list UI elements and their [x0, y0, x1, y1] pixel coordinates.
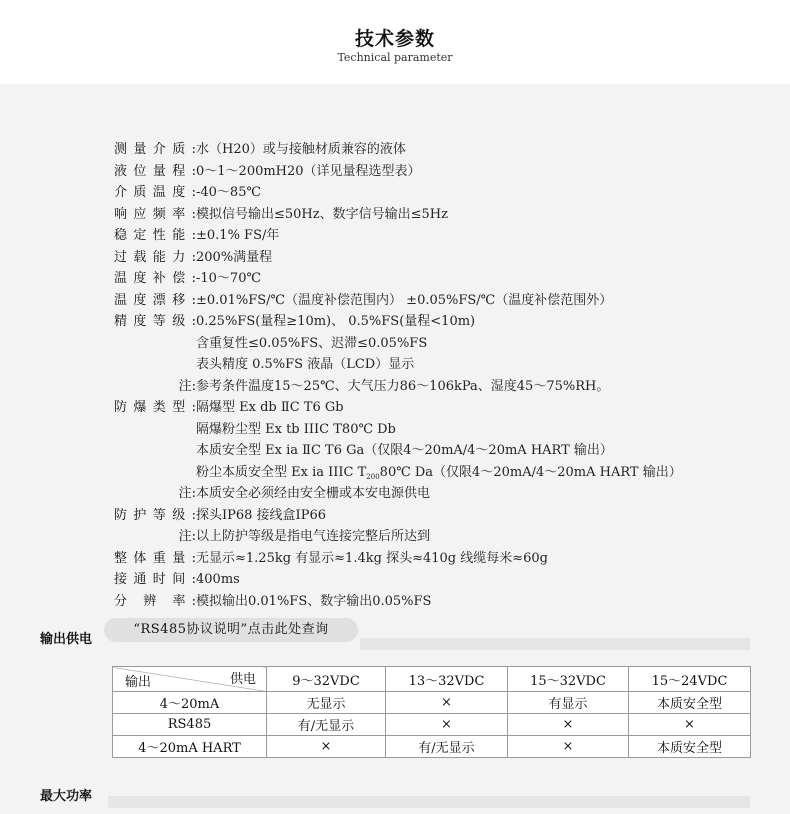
param-row [114, 419, 682, 441]
param-value: 表头精度 0.5%FS 液晶（LCD）显示 [196, 357, 415, 372]
param-value: 0.25%FS(量程≥10m)、 0.5%FS(量程<10m) [196, 314, 476, 329]
param-value-subscript: 200 [366, 472, 380, 481]
table-corner-cell [113, 667, 267, 692]
param-label: 接通时间: [114, 572, 196, 587]
param-value: -40～85℃ [196, 185, 262, 200]
param-row [114, 397, 682, 419]
param-value: 0～1～200mH20（详见量程选型表） [196, 163, 421, 179]
param-value: 水（H20）或与接触材质兼容的液体 [196, 142, 406, 157]
param-label: 注: [178, 529, 196, 544]
parameter-list [114, 139, 682, 612]
page-title: 技术参数 [354, 28, 435, 50]
table-cell: 有/无显示 [267, 714, 386, 736]
param-value: 参考条件温度15～25℃、大气压力86～106kPa、湿度45～75%RH。 [196, 378, 610, 394]
param-label: 过载能力: [114, 249, 196, 265]
table-row [113, 692, 751, 714]
param-row [114, 182, 682, 204]
param-label: 精度等级: [114, 314, 196, 329]
param-row [114, 462, 682, 484]
param-row [114, 354, 682, 376]
param-value-post: 80℃ Da（仅限4～20mA/4～20mA HART 输出） [379, 464, 682, 480]
param-value: 探头IP68 接线盒IP66 [196, 507, 326, 523]
param-label: 整体重量: [114, 550, 196, 566]
table-cell: × [386, 714, 508, 736]
page-header [0, 0, 790, 84]
param-value: 隔爆粉尘型 Ex tb IIIC T80℃ Db [196, 421, 396, 437]
table-cell: × [508, 714, 629, 736]
param-value: 含重复性≤0.05%FS、迟滞≤0.05%FS [196, 335, 428, 351]
param-label [114, 333, 196, 355]
param-label: 响应频率: [114, 206, 196, 222]
param-label: 介质温度: [114, 185, 196, 200]
column-header: 15～32VDC [508, 667, 629, 692]
table-cell: × [267, 736, 386, 758]
param-label: 稳定性能: [114, 228, 196, 243]
param-value: 本质安全型 Ex ia ⅡC T6 Ga（仅限4～20mA/4～20mA HART 输出） [196, 443, 613, 458]
param-row [114, 139, 682, 161]
param-row [114, 526, 682, 548]
param-row [114, 268, 682, 290]
param-value: ±0.1% FS/年 [196, 228, 280, 243]
column-header: 15～24VDC [629, 667, 751, 692]
param-value: 200%满量程 [196, 249, 273, 265]
corner-label-output: 输出 [125, 675, 152, 690]
param-row [114, 591, 682, 613]
table-row [113, 736, 751, 758]
param-label: 温度漂移: [114, 292, 196, 308]
param-row [114, 440, 682, 462]
supply-table [112, 666, 751, 758]
table-cell: 本质安全型 [629, 692, 751, 714]
param-label: 液位量程: [114, 163, 196, 179]
table-cell: × [629, 714, 751, 736]
param-value: 模拟输出0.01%FS、数字输出0.05%FS [196, 593, 432, 609]
param-row [114, 483, 682, 505]
rs485-protocol-link[interactable]: “RS485协议说明”点击此处查询 [104, 618, 358, 642]
param-value: ±0.01%FS/℃（温度补偿范围内） ±0.05%FS/℃（温度补偿范围外） [196, 292, 613, 308]
section-divider [360, 638, 750, 650]
table-cell: 无显示 [267, 692, 386, 714]
param-label [114, 419, 196, 441]
section-title-output: 输出供电 [40, 632, 93, 647]
section-divider [108, 796, 750, 808]
row-header: 4～20mA [113, 692, 267, 714]
table-cell: × [386, 692, 508, 714]
table-cell: 有显示 [508, 692, 629, 714]
param-row [114, 161, 682, 183]
section-title-power: 最大功率 [40, 789, 93, 804]
table-row [113, 714, 751, 736]
param-value: 隔爆型 Ex db ⅡC T6 Gb [196, 400, 344, 415]
corner-label-supply: 供电 [229, 672, 256, 687]
param-row [114, 247, 682, 269]
param-label: 防护等级: [114, 507, 196, 523]
param-row [114, 333, 682, 355]
param-value: 400ms [196, 572, 240, 587]
table-header-row [113, 667, 751, 692]
table-cell: 本质安全型 [629, 736, 751, 758]
row-header: 4～20mA HART [113, 736, 267, 758]
param-label [114, 440, 196, 462]
param-row [114, 548, 682, 570]
param-row [114, 569, 682, 591]
param-row [114, 204, 682, 226]
param-value: 以上防护等级是指电气连接完整后所达到 [196, 529, 431, 544]
table-cell: × [508, 736, 629, 758]
param-value [196, 462, 682, 484]
param-row [114, 311, 682, 333]
param-label: 注: [178, 486, 196, 501]
param-value: 无显示≈1.25kg 有显示≈1.4kg 探头≈410g 线缆每米≈60g [196, 550, 548, 566]
column-header: 13～32VDC [386, 667, 508, 692]
param-label [114, 462, 196, 484]
param-row [114, 225, 682, 247]
param-label: 防爆类型: [114, 400, 196, 415]
param-label: 温度补偿: [114, 271, 196, 286]
row-header: RS485 [113, 714, 267, 736]
param-value: 本质安全必须经由安全栅或本安电源供电 [196, 486, 431, 501]
param-value: 模拟信号输出≤50Hz、数字信号输出≤5Hz [196, 206, 448, 222]
param-label [114, 354, 196, 376]
param-row [114, 505, 682, 527]
param-value-pre: 粉尘本质安全型 Ex ia IIIC T [196, 464, 367, 480]
param-row [114, 290, 682, 312]
param-label: 注: [178, 378, 196, 394]
column-header: 9～32VDC [267, 667, 386, 692]
param-value: -10～70℃ [196, 271, 262, 286]
param-row [114, 376, 682, 398]
table-cell: 有/无显示 [386, 736, 508, 758]
page-subtitle: Technical parameter [337, 51, 453, 64]
param-label: 分 辨 率: [114, 593, 196, 609]
param-label: 测量介质: [114, 142, 196, 157]
